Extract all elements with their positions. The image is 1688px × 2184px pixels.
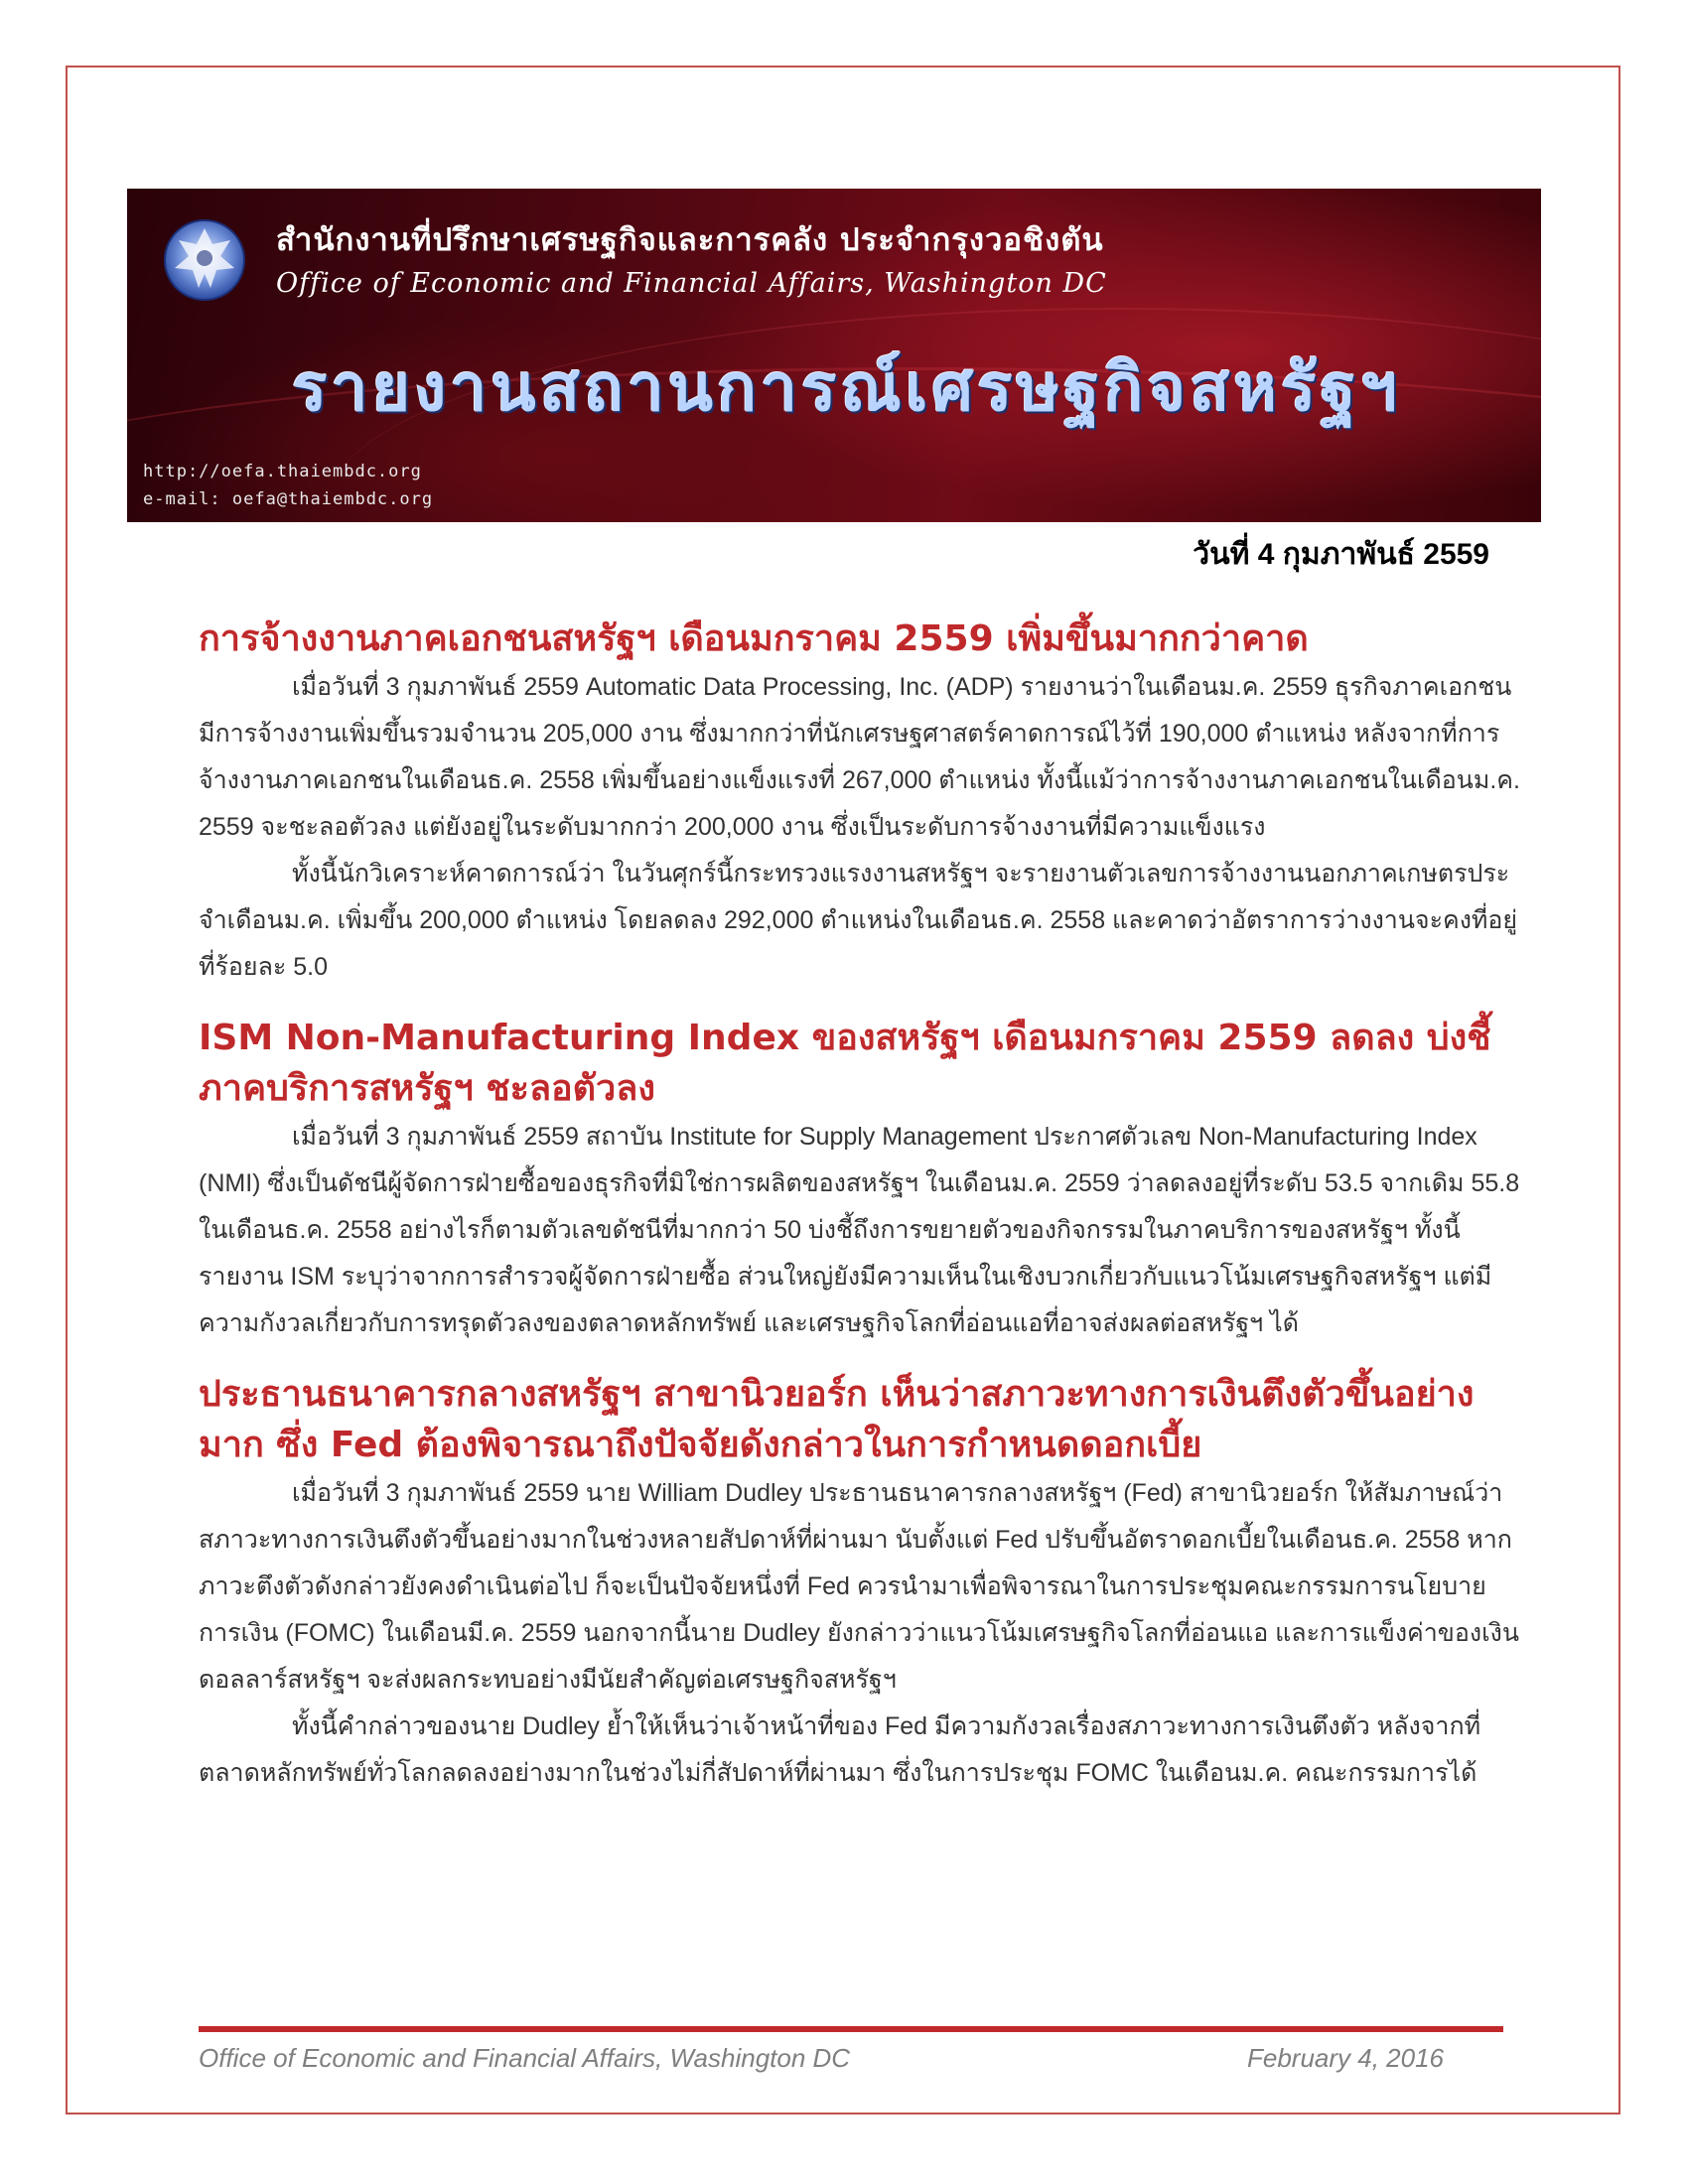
garuda-emblem-icon	[161, 214, 248, 306]
office-name-thai: สำนักงานที่ปรึกษาเศรษฐกิจและการคลัง ประจำกรุงวอชิงตัน	[276, 222, 1104, 258]
section-heading: ISM Non-Manufacturing Index ของสหรัฐฯ เดือนมกราคม 2559 ลดลง บ่งชี้ภาคบริการสหรัฐฯ ชะลอตัวลง	[199, 1018, 1491, 1109]
contact-email[interactable]: e-mail: oefa@thaiembdc.org	[143, 489, 434, 509]
section-paragraph: เมื่อวันที่ 3 กุมภาพันธ์ 2559 Automatic Data Processing, Inc. (ADP) รายงานว่าในเดือนม.ค. 2559 ธุรกิจภาคเอกชนมีการจ้างงานเพิ่มขึ้นรวมจำนวน 205,000 งาน ซึ่งมากกว่าที่นักเศรษฐศาสตร์คาดการณ์ไว้ที่ 190,000 ตำแหน่ง หลังจากที่การจ้างงานภาคเอกชนในเดือนธ.ค. 2558 เพิ่มขึ้นอย่างแข็งแรงที่ 267,000 ตำแหน่ง ทั้งนี้แม้ว่าการจ้างงานภาคเอกชนในเดือนม.ค. 2559 จะชะลอตัวลง แต่ยังอยู่ในระดับมากกว่า 200,000 งาน ซึ่งเป็นระดับการจ้างงานที่มีความแข็งแรง	[199, 673, 1520, 841]
section-paragraph: ทั้งนี้นักวิเคราะห์คาดการณ์ว่า ในวันศุกร์นี้กระทรวงแรงงานสหรัฐฯ จะรายงานตัวเลขการจ้างงานนอกภาคเกษตรประจำเดือนม.ค. เพิ่มขึ้น 200,000 ตำแหน่ง โดยลดลง 292,000 ตำแหน่งในเดือนธ.ค. 2558 และคาดว่าอัตราการว่างงานจะคงที่อยู่ที่ร้อยละ 5.0	[199, 860, 1518, 981]
section-paragraph: เมื่อวันที่ 3 กุมภาพันธ์ 2559 สถาบัน Institute for Supply Management ประกาศตัวเลข Non-Manufacturing Index (NMI) ซึ่งเป็นดัชนีผู้จัดการฝ่ายซื้อของธุรกิจที่มิใช่การผลิตของสหรัฐฯ ในเดือนม.ค. 2559 ว่าลดลงอยู่ที่ระดับ 53.5 จากเดิม 55.8 ในเดือนธ.ค. 2558 อย่างไรก็ตามตัวเลขดัชนีที่มากกว่า 50 บ่งชี้ถึงการขยายตัวของกิจกรรมในภาคบริการของสหรัฐฯ ทั้งนี้รายงาน ISM ระบุว่าจากการสำรวจผู้จัดการฝ่ายซื้อ ส่วนใหญ่ยังมีความเห็นในเชิงบวกเกี่ยวกับแนวโน้มเศรษฐกิจสหรัฐฯ แต่มีความกังวลเกี่ยวกับการทรุดตัวลงของตลาดหลักทรัพย์ และเศรษฐกิจโลกที่อ่อนแอที่อาจส่งผลต่อสหรัฐฯ ได้	[199, 1123, 1520, 1337]
section-heading: ประธานธนาคารกลางสหรัฐฯ สาขานิวยอร์ก เห็นว่าสภาวะทางการเงินตึงตัวขึ้นอย่างมาก ซึ่ง Fed ต้องพิจารณาถึงปัจจัยดังกล่าวในการกำหนดดอกเบี้ย	[199, 1374, 1475, 1465]
news-section	[199, 1013, 1521, 1347]
article-body	[199, 614, 1521, 1819]
news-section	[199, 1369, 1521, 1797]
news-section	[199, 614, 1521, 991]
office-name-english: Office of Economic and Financial Affairs, Washington DC	[276, 268, 1107, 299]
section-heading: การจ้างงานภาคเอกชนสหรัฐฯ เดือนมกราคม 2559 เพิ่มขึ้นมากกว่าคาด	[199, 618, 1309, 659]
footer-divider	[199, 2026, 1503, 2032]
section-paragraph: เมื่อวันที่ 3 กุมภาพันธ์ 2559 นาย William Dudley ประธานธนาคารกลางสหรัฐฯ (Fed) สาขานิวยอร์ก ให้สัมภาษณ์ว่า สภาวะทางการเงินตึงตัวขึ้นอย่างมากในช่วงหลายสัปดาห์ที่ผ่านมา นับตั้งแต่ Fed ปรับขึ้นอัตราดอกเบี้ยในเดือนธ.ค. 2558 หากภาวะตึงตัวดังกล่าวยังคงดำเนินต่อไป ก็จะเป็นปัจจัยหนึ่งที่ Fed ควรนำมาเพื่อพิจารณาในการประชุมคณะกรรมการนโยบายการเงิน (FOMC) ในเดือนมี.ค. 2559 นอกจากนี้นาย Dudley ยังกล่าวว่าแนวโน้มเศรษฐกิจโลกที่อ่อนแอ และการแข็งค่าของเงินดอลลาร์สหรัฐฯ จะส่งผลกระทบอย่างมีนัยสำคัญต่อเศรษฐกิจสหรัฐฯ	[199, 1479, 1519, 1694]
website-url[interactable]: http://oefa.thaiembdc.org	[143, 462, 422, 481]
section-paragraph: ทั้งนี้คำกล่าวของนาย Dudley ย้ำให้เห็นว่าเจ้าหน้าที่ของ Fed มีความกังวลเรื่องสภาวะทางการเงินตึงตัว หลังจากที่ตลาดหลักทรัพย์ทั่วโลกลดลงอย่างมากในช่วงไม่กี่สัปดาห์ที่ผ่านมา ซึ่งในการประชุม FOMC ในเดือนม.ค. คณะกรรมการได้	[199, 1712, 1481, 1787]
report-date: วันที่ 4 กุมภาพันธ์ 2559	[1193, 538, 1489, 571]
footer-office: Office of Economic and Financial Affairs, Washington DC	[199, 2043, 851, 2073]
header-banner	[127, 189, 1541, 522]
report-title: รายงานสถานการณ์เศรษฐกิจสหรัฐฯ	[292, 349, 1401, 426]
footer-date: February 4, 2016	[1247, 2043, 1445, 2073]
